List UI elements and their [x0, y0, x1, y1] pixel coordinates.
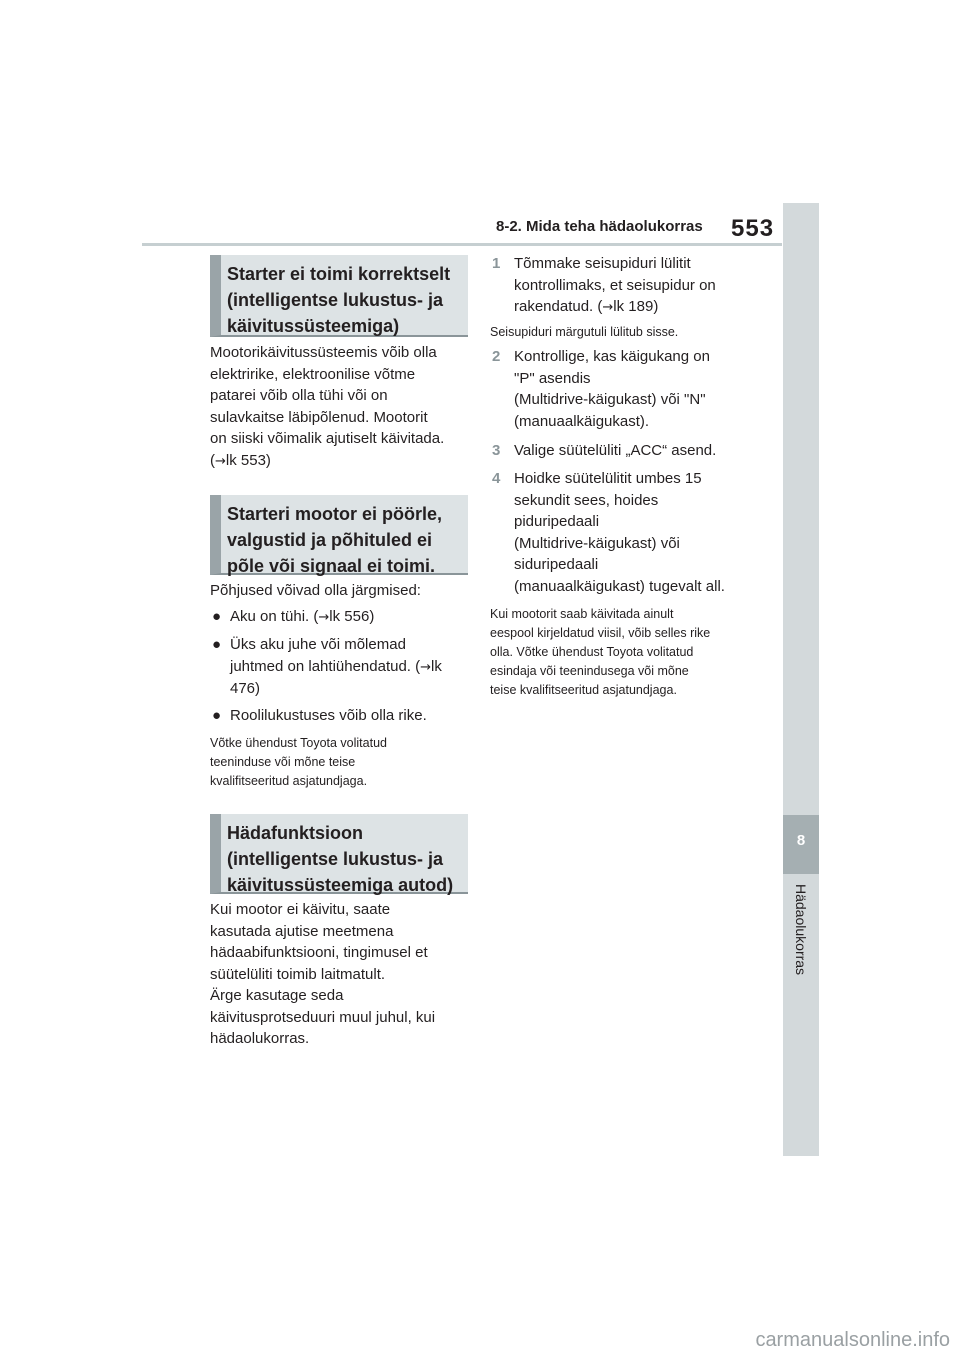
step-number: 4: [492, 470, 501, 487]
chapter-side-tab: [783, 203, 819, 1156]
step-text-line: [514, 296, 782, 319]
step-text: Tõmmake seisupiduri lülitit: [514, 255, 691, 272]
heading-line: käivitussüsteemiga): [227, 316, 400, 336]
text-line: Kui mootor ei käivitu, saate: [210, 901, 391, 918]
chapter-number: 8: [796, 832, 806, 849]
text-line: on siiski võimalik ajutiselt käivitada.: [210, 430, 445, 447]
text-line: kvalifitseeritud asjatundjaga.: [210, 774, 368, 788]
step-text: siduripedaali: [514, 556, 599, 573]
page-reference: (→lk 553): [210, 451, 271, 469]
reference-text: lk: [431, 657, 442, 675]
step-text: (manuaalkäigukast) tugevalt all.: [514, 577, 725, 595]
chapter-label: Hädaolukorras: [793, 884, 809, 976]
page-number: 553: [731, 215, 775, 242]
step-3: [492, 440, 782, 462]
paragraph-starter-cause: [210, 342, 472, 472]
heading-line: valgustid ja põhituled ei: [227, 530, 433, 550]
heading-line: käivitussüsteemiga autod): [227, 875, 454, 895]
step-number: 2: [492, 348, 501, 365]
step-number: 1: [492, 255, 501, 272]
text-line: eespool kirjeldatud viisil, võib selles rike: [490, 626, 711, 640]
text-line: teise kvalifitseeritud asjatundjaga.: [490, 683, 677, 697]
bullet-dot-icon: ●: [212, 608, 222, 625]
bullet-text: Üks aku juhe või mõlemad: [230, 636, 406, 653]
arrow-right-icon: →: [602, 300, 614, 315]
watermark: carmanualsonline.info: [755, 1329, 950, 1351]
bullet-text: 476): [230, 680, 261, 697]
text-line: hädaabifunktsiooni, tingimusel et: [210, 944, 428, 961]
heading-line: (intelligentse lukustus- ja: [227, 290, 444, 310]
text-line: Mootorikäivitussüsteemis võib olla: [210, 344, 437, 361]
text-line: teeninduse või mõne teise: [210, 755, 356, 769]
text-line: sulavkaitse läbipõlenud. Mootorit: [210, 408, 428, 426]
step-text: Hoidke süütelülitit umbes 15: [514, 470, 702, 487]
paragraph-emergency-function: [210, 899, 472, 1050]
step-4: [492, 468, 782, 597]
step-text: (Multidrive-käigukast) või "N": [514, 391, 706, 408]
heading-line: Starter ei toimi korrektselt: [227, 264, 451, 284]
section-title: 8-2. Mida teha hädaolukorras: [496, 218, 703, 235]
header-divider: [142, 243, 782, 246]
text-line: esindaja või teenindusega või mõne: [490, 664, 689, 678]
text-line: Võtke ühendust Toyota volitatud: [210, 736, 387, 750]
text-line: kasutada ajutise meetmena: [210, 922, 394, 940]
step-1: [492, 253, 782, 319]
heading-line: (intelligentse lukustus- ja: [227, 849, 444, 869]
list-item: [212, 634, 486, 700]
arrow-right-icon: →: [420, 659, 432, 675]
note-contact-dealer-right: [490, 605, 762, 700]
step-text: "P" asendis: [514, 369, 591, 387]
heading-line: põle või signaal ei toimi.: [227, 556, 436, 576]
bullet-text: juhtmed on lahtiühendatud. (: [230, 657, 421, 675]
reference-text: lk 189): [613, 298, 659, 315]
heading-line: Starteri mootor ei pöörle,: [227, 504, 443, 524]
bullet-text: Aku on tühi. (: [230, 608, 319, 625]
heading-starter-motor-not-turning: [210, 495, 468, 575]
step-text: sekundit sees, hoides: [514, 491, 659, 509]
step-text: rakendatud. (: [514, 298, 603, 315]
step-2: [492, 346, 782, 432]
arrow-right-icon: →: [318, 610, 330, 625]
bullet-dot-icon: ●: [212, 707, 222, 724]
bullet-text: Roolilukustuses võib olla rike.: [230, 707, 427, 724]
list-item: [212, 606, 480, 629]
arrow-right-icon: →: [215, 453, 226, 469]
bullet-text-line: [230, 656, 486, 679]
reference-text: lk 556): [329, 608, 375, 625]
step-text: Valige süütelüliti „ACC“ asend.: [514, 442, 717, 459]
step-number: 3: [492, 442, 501, 459]
note-contact-dealer: [210, 734, 470, 791]
note-parking-brake-light: Seisupiduri märgutuli lülitub sisse.: [490, 325, 679, 339]
reference-text: lk 553): [225, 451, 271, 469]
text-line: käivitusprotseduuri muul juhul, kui: [210, 1008, 436, 1026]
text-line: hädaolukorras.: [210, 1030, 310, 1047]
text-line: elektririke, elektroonilise võtme: [210, 365, 416, 383]
step-text: piduripedaali: [514, 513, 600, 530]
text-line: Ärge kasutage seda: [210, 987, 344, 1004]
step-text: Kontrollige, kas käigukang on: [514, 348, 710, 365]
heading-starter-not-working: [210, 255, 468, 337]
step-text: (manuaalkäigukast).: [514, 412, 650, 430]
heading-emergency-function: [210, 814, 468, 894]
text-line: olla. Võtke ühendust Toyota volitatud: [490, 645, 694, 659]
text-line: Kui mootorit saab käivitada ainult: [490, 607, 674, 621]
heading-line: Hädafunktsioon: [227, 823, 364, 843]
step-text: kontrollimaks, et seisupidur on: [514, 276, 716, 294]
text-line: patarei võib olla tühi või on: [210, 387, 388, 404]
step-text: (Multidrive-käigukast) või: [514, 534, 680, 552]
list-item: [212, 705, 486, 727]
bullet-dot-icon: ●: [212, 636, 222, 653]
text-line: süütelüliti toimib laitmatult.: [210, 965, 386, 983]
paragraph-causes-intro: Põhjused võivad olla järgmised:: [210, 582, 421, 599]
